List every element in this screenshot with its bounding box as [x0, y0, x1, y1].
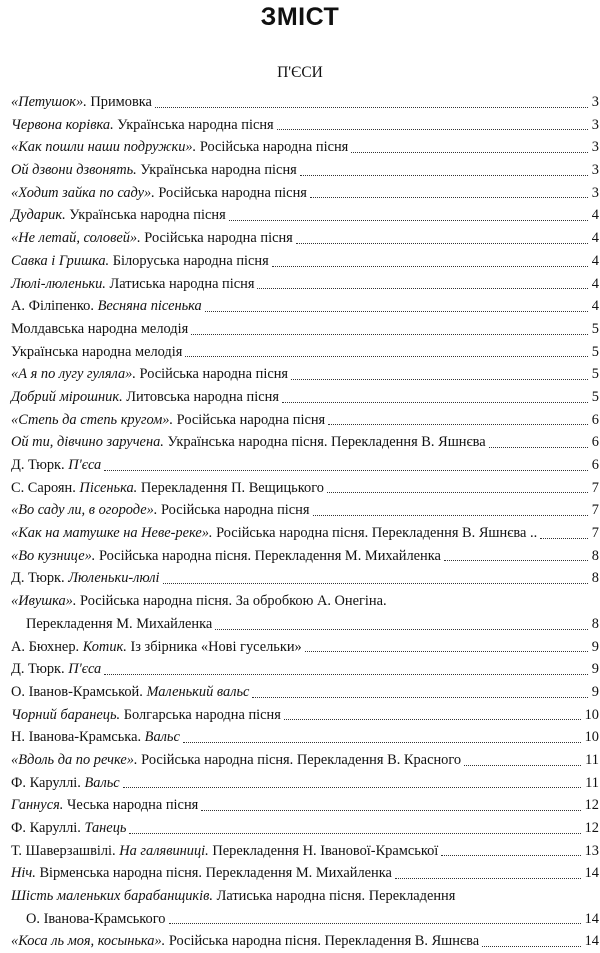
- toc-entry-italic-title: Добрий мірошник.: [11, 388, 123, 405]
- dot-leader: [185, 356, 587, 357]
- dot-leader: [104, 470, 588, 471]
- dot-leader: [201, 810, 580, 811]
- toc-entry: [0, 318, 600, 341]
- toc-entry: [0, 409, 600, 432]
- page-number: 8: [591, 547, 599, 564]
- page-number: 4: [591, 298, 599, 315]
- toc-entry: [0, 159, 600, 182]
- page-number: 5: [591, 320, 599, 337]
- toc-entry-italic-title: Весняна пісенька: [97, 298, 202, 315]
- toc-entry-title: [11, 726, 180, 749]
- dot-leader: [300, 175, 588, 176]
- toc-entry-title: [11, 409, 325, 432]
- toc-entry-description: Українська народна пісня. Перекладення В. Яшнєва: [163, 434, 486, 451]
- toc-entry: [0, 341, 600, 364]
- page-number: 12: [584, 797, 599, 814]
- page-number: 7: [591, 502, 599, 519]
- toc-entry: [0, 613, 600, 636]
- page-number: 4: [591, 230, 599, 247]
- toc-entry-title: [11, 273, 254, 296]
- toc-entry-title: [11, 794, 198, 817]
- dot-leader: [351, 152, 588, 153]
- toc-entry-italic-title: «Коса ль моя, косынька».: [11, 933, 166, 950]
- toc-entry-italic-title: «Не летай, соловей».: [11, 230, 141, 247]
- dot-leader: [191, 334, 588, 335]
- toc-entry-title: [11, 704, 281, 727]
- page-number: 9: [591, 638, 599, 655]
- page-number: 4: [591, 207, 599, 224]
- toc-entry-title: [11, 658, 101, 681]
- toc-entry-italic-title: Савка і Гришка.: [11, 252, 110, 269]
- toc-entry-title: [11, 862, 392, 885]
- page-number: 6: [591, 411, 599, 428]
- page-number: 8: [591, 570, 599, 587]
- toc-entry-italic-title: Шість маленьких барабанщиків.: [11, 888, 213, 905]
- dot-leader: [441, 855, 580, 856]
- toc-entry: [0, 250, 600, 273]
- toc-entry: [0, 136, 600, 159]
- toc-entry-author: Т. Шаверзашвілі.: [11, 842, 120, 859]
- toc-entry-title: [11, 204, 226, 227]
- toc-entry-italic-title: «Ивушка».: [11, 593, 77, 610]
- toc-entry-italic-title: Червона корівка.: [11, 116, 114, 133]
- toc-entry: [0, 636, 600, 659]
- toc-entry-title: [11, 499, 310, 522]
- toc-entry-description: Латиська народна пісня. Перекладення: [212, 888, 456, 905]
- dot-leader: [183, 742, 581, 743]
- toc-entry: [0, 908, 600, 931]
- dot-leader: [291, 379, 588, 380]
- toc-entry-description: Російська народна пісня: [135, 366, 289, 383]
- dot-leader: [464, 765, 581, 766]
- dot-leader: [169, 923, 581, 924]
- toc-entry-description: Чеська народна пісня: [63, 797, 199, 814]
- page-number: 9: [591, 661, 599, 678]
- toc-entry-author: А. Бюхнер.: [11, 638, 83, 655]
- dot-leader: [482, 946, 580, 947]
- toc-entry-title: [11, 159, 297, 182]
- toc-entry-author: Д. Тюрк.: [11, 457, 69, 473]
- toc-entry: [0, 726, 600, 749]
- toc-entry-title: [11, 522, 537, 545]
- dot-leader: [327, 492, 588, 493]
- toc-entry-description: Російська народна пісня. Перекладення В. Яшнєва: [165, 933, 480, 950]
- toc-entry-title: [11, 250, 269, 273]
- dot-leader: [313, 515, 588, 516]
- page-number: 3: [591, 139, 599, 156]
- toc-entry-author: С. Сароян.: [11, 479, 80, 496]
- page-number: 13: [584, 842, 599, 859]
- toc-entry: [0, 794, 600, 817]
- toc-entry: [0, 772, 600, 795]
- dot-leader: [215, 629, 588, 630]
- toc-entry-description: Українська народна пісня: [136, 162, 297, 179]
- toc-entry: [0, 431, 600, 454]
- section-heading: П'ЄСИ: [277, 64, 323, 81]
- toc-entry-italic-title: На галявиниці.: [119, 842, 209, 859]
- toc-entry-italic-title: Вальс: [144, 729, 180, 746]
- page-number: 9: [591, 683, 599, 700]
- toc-entry-italic-title: Ой ти, дівчино заручена.: [11, 434, 164, 451]
- toc-entry: [0, 454, 600, 477]
- dot-leader: [277, 129, 588, 130]
- toc-entry-italic-title: Ой дзвони дзвонять.: [11, 162, 137, 179]
- toc-entry-author: О. Іванов-Крамськой.: [11, 683, 147, 700]
- dot-leader: [395, 878, 581, 879]
- toc-entry-italic-title: Ганнуся.: [11, 797, 64, 814]
- toc-entry-title: [11, 386, 279, 409]
- toc-entry: [0, 182, 600, 205]
- dot-leader: [123, 787, 581, 788]
- toc-entry: [0, 204, 600, 227]
- page-number: 4: [591, 275, 599, 292]
- toc-entry: [0, 545, 600, 568]
- toc-entry-description: Російська народна пісня: [154, 184, 307, 201]
- toc-entry-description: Російська народна пісня. Перекладення В. Яшнєва ..: [212, 525, 538, 542]
- toc-entry: [0, 386, 600, 409]
- toc-entry-italic-title: П'єса: [68, 661, 102, 678]
- toc-entry-italic-title: Чорний баранець.: [11, 706, 121, 723]
- toc-entry: [0, 749, 600, 772]
- toc-entry: [0, 477, 600, 500]
- page-number: 6: [591, 457, 599, 473]
- toc-entry-title: [11, 91, 152, 114]
- toc-entry-italic-title: «Во саду ли, в огороде».: [11, 502, 158, 519]
- dot-leader: [252, 697, 587, 698]
- toc-entry-title: [11, 840, 438, 863]
- toc-entry-title: [26, 613, 212, 636]
- toc-entry-italic-title: Люленьки-люлі: [68, 570, 160, 587]
- toc-entry-title: [11, 318, 188, 341]
- toc-entry: [0, 227, 600, 250]
- page-number: 5: [591, 388, 599, 405]
- toc-entry: [0, 817, 600, 840]
- toc-entry-title: [26, 908, 166, 931]
- dot-leader: [229, 220, 588, 221]
- page-number: 3: [591, 184, 599, 201]
- toc-entry-italic-title: Танець: [84, 820, 127, 836]
- dot-leader: [328, 424, 588, 425]
- toc-entry-italic-title: «Степь да степь кругом».: [11, 411, 174, 428]
- toc-entry-title: [11, 772, 120, 795]
- page-number: 3: [591, 94, 599, 110]
- page-number: 12: [584, 820, 599, 836]
- toc-entry-italic-title: Дударик.: [11, 207, 66, 224]
- page-number: 14: [584, 933, 599, 950]
- dot-leader: [489, 447, 588, 448]
- toc-entry-italic-title: «Во кузнице».: [11, 547, 96, 564]
- toc-entry-author: А. Філіпенко.: [11, 298, 98, 315]
- toc-entry: [0, 567, 600, 590]
- toc-entry-title: [11, 749, 461, 772]
- dot-leader: [163, 583, 588, 584]
- dot-leader: [296, 243, 588, 244]
- toc-entry-description: Із збірника «Нові гусельки»: [126, 638, 302, 655]
- toc-entry-description: Російська народна пісня: [196, 139, 349, 156]
- toc-entry-title: [11, 885, 455, 908]
- toc-entry-description: Вірменська народна пісня. Перекладення М. Михайленка: [35, 865, 392, 882]
- page-number: 5: [591, 343, 599, 360]
- toc-entry-description: Російська народна пісня. За обробкою А. Онегіна.: [76, 593, 387, 610]
- toc-entry-description: Перекладення П. Вещицького: [137, 479, 324, 496]
- toc-entry: [0, 658, 600, 681]
- toc-entry-italic-title: «А я по лугу гуляла».: [11, 366, 136, 383]
- toc-entry-italic-title: «Как пошли наши подружки».: [11, 139, 197, 156]
- toc-entry-title: [11, 477, 324, 500]
- page-number: 4: [591, 252, 599, 269]
- toc-entry-author: Д. Тюрк.: [11, 570, 69, 587]
- toc-entry-italic-title: Ніч.: [11, 865, 36, 882]
- toc-entry: [0, 840, 600, 863]
- toc-entry-description: Перекладення Н. Іванової-Крамської: [208, 842, 439, 859]
- page-number: 11: [585, 751, 599, 768]
- toc-entry-author: Н. Іванова-Крамська.: [11, 729, 145, 746]
- toc-entry: [0, 704, 600, 727]
- page-number: 3: [591, 162, 599, 179]
- toc-entry-description: Українська народна мелодія: [11, 343, 183, 360]
- toc-entry-italic-title: «Вдоль да по речке».: [11, 751, 138, 768]
- toc-entry: [0, 114, 600, 137]
- toc-entry-description: Українська народна пісня: [113, 116, 274, 133]
- dot-leader: [205, 311, 588, 312]
- toc-entry: [0, 91, 600, 114]
- dot-leader: [155, 107, 588, 108]
- toc-entry-italic-title: Пісенька.: [79, 479, 138, 496]
- toc-entry: [0, 862, 600, 885]
- dot-leader: [272, 266, 588, 267]
- toc-entry-description: Російська народна пісня. Перекладення М. Михайленка: [95, 547, 441, 564]
- toc-entry-italic-title: «Ходит зайка по саду».: [11, 184, 155, 201]
- toc-entry-description: Білоруська народна пісня: [109, 252, 269, 269]
- toc-entry-title: [11, 363, 288, 386]
- toc-entry-description: Російська народна пісня. Перекладення В. Красного: [137, 751, 462, 768]
- page-number: 5: [591, 366, 599, 383]
- toc-entry-description: Болгарська народна пісня: [120, 706, 281, 723]
- toc-entry: [0, 273, 600, 296]
- page-number: 11: [585, 774, 599, 791]
- page-number: 8: [591, 615, 599, 632]
- toc-entry-title: [11, 930, 479, 953]
- toc-entry-italic-title: Вальс: [84, 774, 120, 791]
- toc-entry-italic-title: «Петушок».: [11, 94, 87, 110]
- toc-entry-title: [11, 136, 348, 159]
- toc-entry-italic-title: Котик.: [82, 638, 127, 655]
- dot-leader: [310, 197, 588, 198]
- toc-entry-author: Д. Тюрк.: [11, 661, 69, 678]
- toc-entry-author: Ф. Каруллі.: [11, 820, 85, 836]
- dot-leader: [257, 288, 587, 289]
- page-number: 7: [591, 479, 599, 496]
- toc-entry-title: [11, 114, 274, 137]
- toc-entry-description: Українська народна пісня: [65, 207, 226, 224]
- toc-entry: [0, 522, 600, 545]
- toc-entry-title: [11, 545, 441, 568]
- toc-entry-title: [11, 567, 160, 590]
- dot-leader: [282, 402, 588, 403]
- toc-entry-description: Литовська народна пісня: [122, 388, 279, 405]
- toc-entry: [0, 930, 600, 953]
- toc-entry-description: Примовка: [86, 94, 152, 110]
- toc-entry-title: [11, 681, 249, 704]
- toc-entry: [0, 681, 600, 704]
- toc-entry: [0, 295, 600, 318]
- page-number: 14: [584, 865, 599, 882]
- toc-entry-italic-title: П'єса: [68, 457, 102, 473]
- toc-entry-title: [11, 590, 387, 613]
- toc-entry: [0, 363, 600, 386]
- toc-entry-description: Перекладення М. Михайленка: [26, 615, 213, 632]
- table-of-contents: [0, 91, 600, 953]
- toc-entry-italic-title: Люлі-люленьки.: [11, 275, 106, 292]
- toc-entry-title: [11, 636, 302, 659]
- toc-entry-description: Російська народна пісня: [140, 230, 293, 247]
- dot-leader: [444, 560, 588, 561]
- toc-entry-italic-title: «Как на матушке на Неве-реке».: [11, 525, 213, 542]
- page-number: 6: [591, 434, 599, 451]
- toc-entry: [0, 499, 600, 522]
- toc-entry-title: [11, 454, 101, 477]
- page-number: 3: [591, 116, 599, 133]
- toc-entry-description: Молдавська народна мелодія: [11, 320, 189, 337]
- toc-entry-description: О. Іванова-Крамського: [26, 910, 166, 927]
- toc-entry-title: [11, 431, 486, 454]
- dot-leader: [540, 538, 588, 539]
- dot-leader: [284, 719, 581, 720]
- toc-entry-description: Російська народна пісня: [173, 411, 326, 428]
- toc-entry-title: [11, 341, 182, 364]
- toc-entry-title: [11, 227, 293, 250]
- page-number: 10: [584, 706, 599, 723]
- toc-entry: [0, 590, 600, 613]
- toc-entry: [0, 885, 600, 908]
- toc-entry-author: Ф. Каруллі.: [11, 774, 85, 791]
- toc-entry-description: Російська народна пісня: [157, 502, 310, 519]
- toc-entry-description: Латиська народна пісня: [105, 275, 255, 292]
- toc-entry-italic-title: Маленький вальс: [146, 683, 250, 700]
- page-number: 7: [591, 525, 599, 542]
- dot-leader: [104, 674, 588, 675]
- page-number: 10: [584, 729, 599, 746]
- page-number: 14: [584, 910, 599, 927]
- dot-leader: [305, 651, 588, 652]
- dot-leader: [129, 833, 580, 834]
- toc-entry-title: [11, 295, 202, 318]
- toc-entry-title: [11, 817, 126, 840]
- page-title: ЗМІСТ: [260, 3, 340, 31]
- toc-entry-title: [11, 182, 307, 205]
